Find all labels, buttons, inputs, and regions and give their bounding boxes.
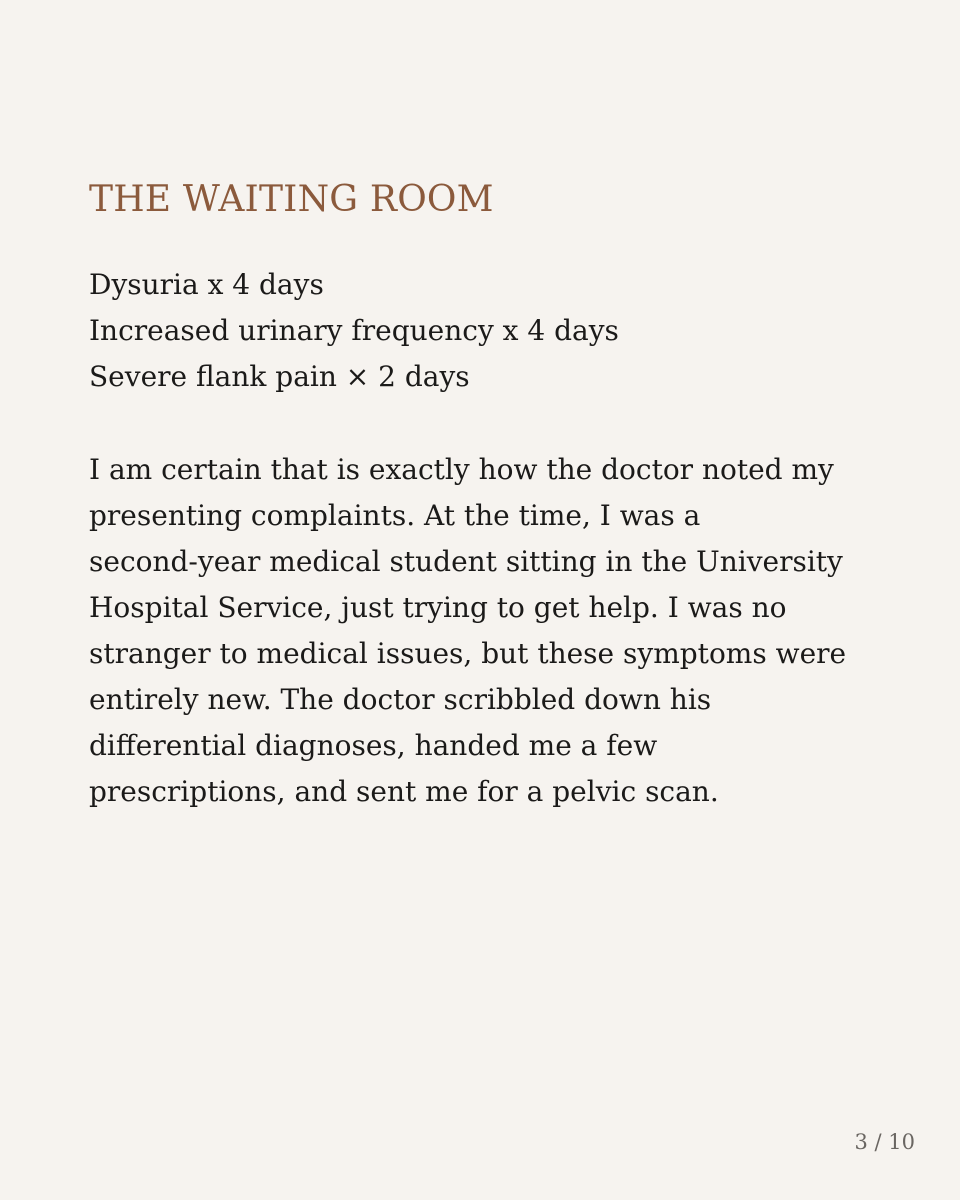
document-page [89, 0, 889, 1200]
narrative-line: differential diagnoses, handed me a few [89, 729, 658, 762]
narrative-line: presenting complaints. At the time, I was a [89, 499, 701, 532]
presenting-complaints-list [89, 262, 619, 400]
narrative-line: second-year medical student sitting in the University [89, 545, 843, 578]
narrative-line: Hospital Service, just trying to get help. I was no [89, 591, 787, 624]
complaint-item: Increased urinary frequency x 4 days [89, 314, 619, 347]
narrative-line: I am certain that is exactly how the doctor noted my [89, 453, 834, 486]
narrative-paragraph [89, 447, 879, 815]
narrative-line: stranger to medical issues, but these symptoms were [89, 637, 847, 670]
complaint-item: Severe flank pain × 2 days [89, 360, 470, 393]
page-title: THE WAITING ROOM [89, 179, 494, 220]
complaint-item: Dysuria x 4 days [89, 268, 324, 301]
page-counter: 3 / 10 [854, 1130, 915, 1154]
narrative-line: prescriptions, and sent me for a pelvic scan. [89, 775, 719, 808]
narrative-line: entirely new. The doctor scribbled down his [89, 683, 712, 716]
